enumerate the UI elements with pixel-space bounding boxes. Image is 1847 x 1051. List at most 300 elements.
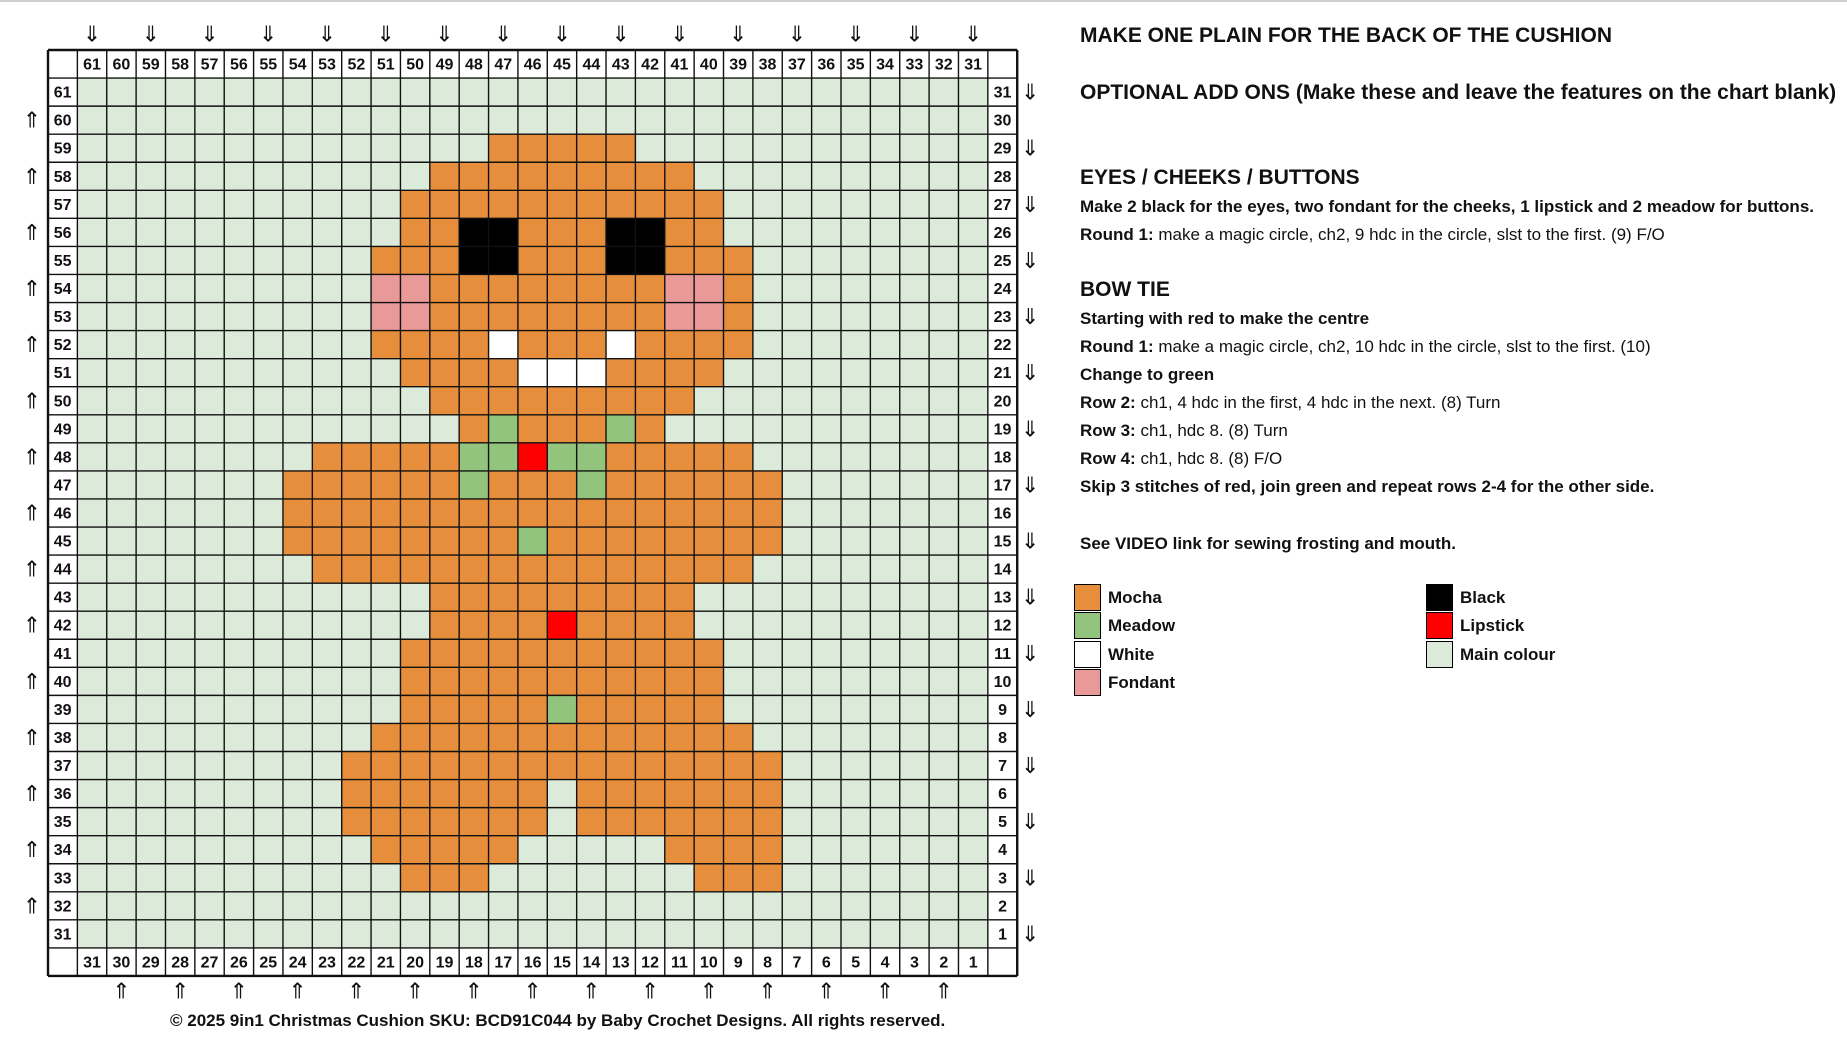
chart-cell [665,303,694,331]
chart-cell [77,667,106,695]
chart-cell [107,387,136,415]
chart-cell [635,274,664,302]
chart-cell [165,499,194,527]
chart-cell [195,892,224,920]
chart-cell [77,611,106,639]
chart-cell [400,106,429,134]
left-row-number: 42 [53,617,72,635]
chart-cell [518,808,547,836]
chart-cell [635,667,664,695]
chart-cell [812,78,841,106]
chart-cell [283,892,312,920]
right-row-number: 4 [998,842,1007,860]
chart-cell [665,246,694,274]
chart-cell [929,162,958,190]
chart-cell [635,499,664,527]
chart-cell [371,611,400,639]
right-row-number: 18 [993,449,1012,467]
chart-cell [577,611,606,639]
chart-cell [753,723,782,751]
right-row-number: 2 [998,898,1007,916]
up-arrow-icon: ⇑ [112,979,131,1005]
chart-cell [724,723,753,751]
chart-cell [929,415,958,443]
chart-cell [547,359,576,387]
chart-cell [195,836,224,864]
right-row-number: 7 [998,758,1007,776]
chart-cell [371,920,400,948]
chart-cell [371,836,400,864]
chart-cell [929,274,958,302]
chart-cell [665,752,694,780]
chart-cell [107,303,136,331]
chart-cell [400,471,429,499]
chart-cell [958,808,987,836]
chart-cell [606,303,635,331]
chart-cell [165,695,194,723]
chart-cell [342,695,371,723]
bottom-column-number: 14 [582,954,601,972]
bottom-column-number: 19 [435,954,454,972]
chart-cell [841,808,870,836]
chart-cell [577,134,606,162]
bottom-column-number: 20 [406,954,425,972]
down-arrow-icon: ⇓ [82,22,102,48]
chart-cell [782,583,811,611]
chart-cell [283,499,312,527]
chart-cell [400,836,429,864]
up-arrow-icon: ⇑ [464,979,484,1005]
chart-cell [342,218,371,246]
chart-cell [459,274,488,302]
chart-cell [724,443,753,471]
chart-cell [547,246,576,274]
chart-cell [900,499,929,527]
chart-cell [459,499,488,527]
chart-cell [224,331,253,359]
chart-cell [841,780,870,808]
chart-cell [489,611,518,639]
up-arrow-icon: ⇑ [288,979,307,1005]
chart-cell [694,667,723,695]
down-arrow-icon: ⇓ [1020,922,1040,948]
chart-cell [430,555,459,583]
chart-cell [342,864,371,892]
chart-cell [724,331,753,359]
chart-cell [577,359,606,387]
top-column-number: 49 [435,56,454,74]
chart-cell [694,555,723,583]
chart-cell [870,499,899,527]
chart-cell [665,920,694,948]
chart-cell [635,359,664,387]
chart-cell [459,752,488,780]
chart-cell [224,443,253,471]
chart-cell [929,303,958,331]
chart-cell [606,920,635,948]
left-row-number: 31 [53,926,72,944]
chart-cell [400,359,429,387]
chart-cell [577,190,606,218]
legend-item-black: Black [1426,584,1505,611]
chart-cell [958,527,987,555]
chart-cell [430,639,459,667]
chart-cell [782,611,811,639]
up-arrow-icon: ⇑ [875,979,895,1005]
up-arrow-icon: ⇑ [22,613,42,639]
chart-cell [782,246,811,274]
chart-cell [547,471,576,499]
chart-cell [430,583,459,611]
chart-cell [430,780,459,808]
chart-cell [224,527,253,555]
chart-cell [165,78,194,106]
bottom-column-number: 4 [880,954,890,972]
chart-cell [782,752,811,780]
bottom-column-number: 5 [851,954,861,972]
right-row-number: 5 [998,814,1007,832]
chart-cell [841,499,870,527]
chart-cell [518,443,547,471]
chart-cell [812,359,841,387]
right-row-number: 9 [998,701,1007,719]
chart-cell [371,499,400,527]
chart-cell [929,190,958,218]
chart-cell [107,443,136,471]
chart-cell [342,331,371,359]
chart-cell [136,387,165,415]
chart-cell [459,527,488,555]
chart-cell [224,639,253,667]
chart-cell [254,667,283,695]
chart-cell [812,106,841,134]
chart-cell [900,303,929,331]
chart-cell [870,555,899,583]
chart-cell [958,190,987,218]
chart-cell [371,415,400,443]
chart-cell [547,415,576,443]
chart-cell [665,892,694,920]
chart-cell [489,723,518,751]
chart-cell [195,415,224,443]
left-row-number: 32 [53,898,72,916]
up-arrow-icon: ⇑ [22,894,42,920]
chart-cell [724,836,753,864]
chart-cell [958,695,987,723]
chart-cell [870,190,899,218]
chart-cell [694,134,723,162]
chart-cell [165,667,194,695]
chart-cell [606,864,635,892]
chart-cell [812,920,841,948]
chart-cell [107,331,136,359]
chart-cell [606,471,635,499]
chart-cell [870,527,899,555]
chart-cell [224,695,253,723]
top-column-number: 61 [83,56,101,74]
chart-cell [283,331,312,359]
chart-cell [606,808,635,836]
chart-cell [342,836,371,864]
chart-cell [812,246,841,274]
white-swatch [1074,641,1101,668]
chart-cell [900,331,929,359]
chart-cell [929,723,958,751]
chart-cell [400,555,429,583]
chart-cell [635,892,664,920]
up-arrow-icon: ⇑ [405,979,425,1005]
chart-cell [782,695,811,723]
chart-cell [929,639,958,667]
down-arrow-icon: ⇓ [1020,248,1040,274]
chart-cell [841,836,870,864]
chart-cell [254,780,283,808]
chart-cell [870,443,899,471]
right-row-number: 15 [993,533,1012,551]
chart-cell [77,274,106,302]
chart-cell [724,78,753,106]
chart-cell [518,387,547,415]
left-row-number: 34 [53,842,72,860]
chart-cell [342,583,371,611]
chart-cell [694,106,723,134]
chart-cell [547,695,576,723]
top-column-number: 39 [729,56,748,74]
chart-cell [430,920,459,948]
down-arrow-icon: ⇓ [1020,866,1040,892]
chart-cell [870,864,899,892]
chart-cell [753,443,782,471]
chart-cell [900,808,929,836]
chart-cell [342,808,371,836]
chart-cell [958,499,987,527]
chart-cell [342,499,371,527]
lipstick-swatch [1426,612,1453,639]
chart-cell [77,246,106,274]
chart-cell [841,695,870,723]
chart-cell [782,836,811,864]
chart-cell [841,639,870,667]
chart-cell [782,723,811,751]
chart-cell [165,555,194,583]
chart-cell [77,443,106,471]
down-arrow-icon: ⇓ [317,22,337,48]
chart-cell [518,780,547,808]
chart-cell [753,892,782,920]
chart-cell [283,274,312,302]
chart-cell [489,134,518,162]
chart-cell [107,499,136,527]
chart-cell [724,190,753,218]
chart-cell [136,864,165,892]
chart-cell [371,387,400,415]
chart-cell [224,752,253,780]
chart-cell [430,218,459,246]
right-row-number: 11 [994,645,1011,663]
chart-cell [77,106,106,134]
right-row-number: 26 [993,224,1012,242]
chart-cell [665,583,694,611]
chart-cell [841,920,870,948]
chart-cell [136,359,165,387]
chart-cell [136,106,165,134]
chart-cell [107,780,136,808]
chart-cell [694,639,723,667]
chart-cell [782,920,811,948]
chart-cell [489,780,518,808]
chart-cell [400,808,429,836]
chart-cell [430,303,459,331]
chart-cell [841,611,870,639]
chart-cell [929,443,958,471]
right-row-number: 6 [998,786,1007,804]
chart-cell [518,134,547,162]
chart-cell [459,190,488,218]
chart-cell [782,415,811,443]
chart-cell [312,723,341,751]
chart-cell [107,667,136,695]
left-row-number: 48 [53,449,72,467]
chart-cell [547,274,576,302]
chart-cell [312,499,341,527]
chart-cell [459,836,488,864]
chart-cell [489,218,518,246]
chart-cell [312,303,341,331]
chart-cell [77,836,106,864]
chart-cell [312,920,341,948]
chart-cell [312,359,341,387]
chart-cell [489,387,518,415]
chart-cell [694,78,723,106]
bottom-column-number: 22 [347,954,366,972]
chart-cell [665,218,694,246]
chart-cell [606,162,635,190]
chart-cell [665,836,694,864]
chart-cell [224,106,253,134]
chart-cell [518,639,547,667]
chart-cell [254,892,283,920]
chart-cell [195,752,224,780]
chart-cell [929,920,958,948]
chart-cell [342,752,371,780]
down-arrow-icon: ⇓ [552,22,572,48]
up-arrow-icon: ⇑ [523,979,542,1005]
chart-cell [547,611,576,639]
top-column-number: 36 [817,56,836,74]
down-arrow-icon: ⇓ [1020,585,1040,611]
chart-cell [900,836,929,864]
chart-cell [400,162,429,190]
chart-cell [606,359,635,387]
chart-cell [635,162,664,190]
chart-cell [606,752,635,780]
chart-cell [724,218,753,246]
left-row-number: 45 [53,533,72,551]
chart-cell [753,106,782,134]
chart-cell [958,387,987,415]
chart-cell [459,808,488,836]
chart-cell [577,527,606,555]
chart-cell [459,415,488,443]
right-row-number: 23 [993,309,1012,327]
left-row-number: 38 [53,729,72,747]
chart-cell [254,134,283,162]
chart-cell [841,303,870,331]
down-arrow-icon: ⇓ [611,22,630,48]
chart-cell [430,331,459,359]
up-arrow-icon: ⇑ [347,979,366,1005]
chart-cell [195,78,224,106]
chart-cell [694,331,723,359]
chart-cell [929,611,958,639]
top-column-number: 34 [876,56,894,74]
bottom-column-number: 11 [670,954,688,972]
top-column-number: 50 [406,56,425,74]
bottom-column-number: 24 [288,954,307,972]
down-arrow-icon: ⇓ [1020,697,1040,723]
chart-cell [136,836,165,864]
chart-cell [371,808,400,836]
chart-cell [900,583,929,611]
chart-cell [107,274,136,302]
chart-cell [136,555,165,583]
chart-cell [224,892,253,920]
chart-cell [782,499,811,527]
right-row-number: 29 [993,140,1012,158]
chart-cell [577,246,606,274]
chart-cell [459,892,488,920]
chart-cell [254,920,283,948]
chart-cell [694,695,723,723]
chart-cell [254,752,283,780]
chart-cell [254,555,283,583]
chart-cell [136,246,165,274]
chart-cell [283,190,312,218]
chart-cell [283,639,312,667]
chart-cell [107,246,136,274]
chart-cell [518,274,547,302]
left-row-number: 51 [53,365,72,383]
up-arrow-icon: ⇑ [22,669,42,695]
chart-cell [753,639,782,667]
chart-cell [812,499,841,527]
chart-cell [812,387,841,415]
chart-cell [136,808,165,836]
down-arrow-icon: ⇓ [1020,417,1040,443]
chart-cell [77,920,106,948]
chart-cell [371,331,400,359]
chart-cell [165,218,194,246]
chart-cell [753,583,782,611]
chart-cell [489,246,518,274]
left-row-number: 56 [53,224,72,242]
chart-cell [929,527,958,555]
chart-cell [283,162,312,190]
chart-cell [694,499,723,527]
chart-cell [77,639,106,667]
chart-cell [254,218,283,246]
chart-cell [606,106,635,134]
chart-cell [929,499,958,527]
chart-cell [577,387,606,415]
chart-cell [107,611,136,639]
chart-cell [224,836,253,864]
chart-cell [841,443,870,471]
chart-cell [136,780,165,808]
chart-cell [577,892,606,920]
chart-cell [900,723,929,751]
chart-cell [870,331,899,359]
